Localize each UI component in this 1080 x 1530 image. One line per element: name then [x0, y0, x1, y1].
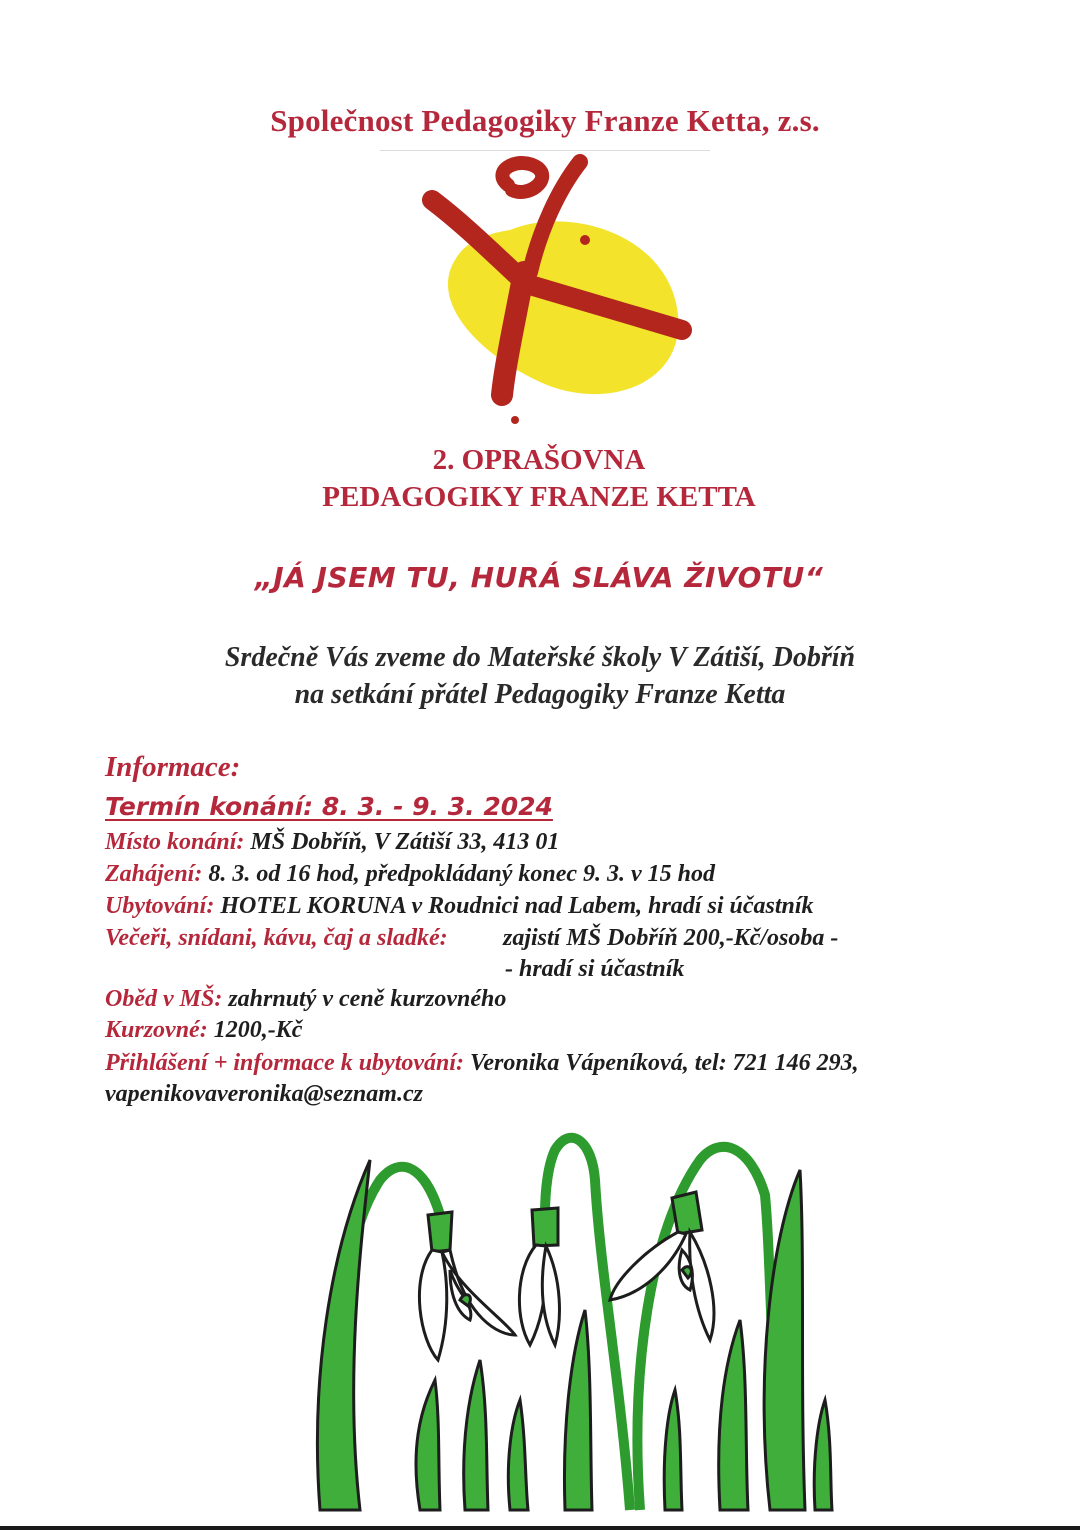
info-value: zajistí MŠ Dobříň 200,-Kč/osoba - — [503, 925, 839, 951]
snowdrop-flowers-icon — [300, 1120, 840, 1520]
invitation-line-2: na setkání přátel Pedagogiky Franze Ketta — [294, 679, 786, 710]
info-heading: Informace: — [105, 751, 241, 783]
info-value: HOTEL KORUNA v Roudnici nad Labem, hradí si účastník — [214, 893, 814, 919]
info-label: Přihlášení + informace k ubytování: — [105, 1050, 465, 1076]
info-row-accommodation — [105, 893, 814, 920]
info-row-fee — [105, 1017, 302, 1044]
info-label: Zahájení: — [105, 861, 203, 887]
info-row-lunch — [105, 986, 506, 1013]
info-row-meals-continued: - hradí si účastník — [505, 956, 685, 982]
info-value: 8. 3. od 16 hod, předpokládaný konec 9. 3. v 15 hod — [202, 861, 716, 887]
info-row-meals — [105, 925, 839, 952]
info-label: Kurzovné: — [105, 1017, 208, 1043]
info-label: Oběd v MŠ: — [105, 986, 223, 1012]
info-value: zahrnutý v ceně kurzovného — [222, 986, 507, 1012]
info-label: Večeři, snídani, kávu, čaj a sladké: — [105, 925, 448, 951]
pfk-logo-icon — [420, 150, 700, 440]
info-value: MŠ Dobříň, V Zátiší 33, 413 01 — [244, 829, 560, 855]
event-motto: „JÁ JSEM TU, HURÁ SLÁVA ŽIVOTU“ — [254, 561, 824, 594]
info-row-start — [105, 861, 715, 888]
organization-name: Společnost Pedagogiky Franze Ketta, z.s. — [270, 103, 820, 138]
event-dates: Termín konání: 8. 3. - 9. 3. 2024 — [105, 792, 553, 821]
event-title: PEDAGOGIKY FRANZE KETTA — [322, 481, 756, 513]
event-number: 2. OPRAŠOVNA — [432, 444, 646, 476]
info-label: Místo konání: — [105, 829, 245, 855]
info-row-registration — [105, 1050, 859, 1077]
info-value: Veronika Vápeníková, tel: 721 146 293, — [464, 1050, 859, 1076]
info-value: 1200,-Kč — [207, 1017, 303, 1043]
page-edge — [0, 1526, 1080, 1530]
contact-email: vapenikovaveronika@seznam.cz — [105, 1081, 423, 1107]
info-row-venue — [105, 829, 559, 856]
info-label: Ubytování: — [105, 893, 215, 919]
invitation-line-1: Srdečně Vás zveme do Mateřské školy V Zátiší, Dobříň — [224, 642, 856, 673]
